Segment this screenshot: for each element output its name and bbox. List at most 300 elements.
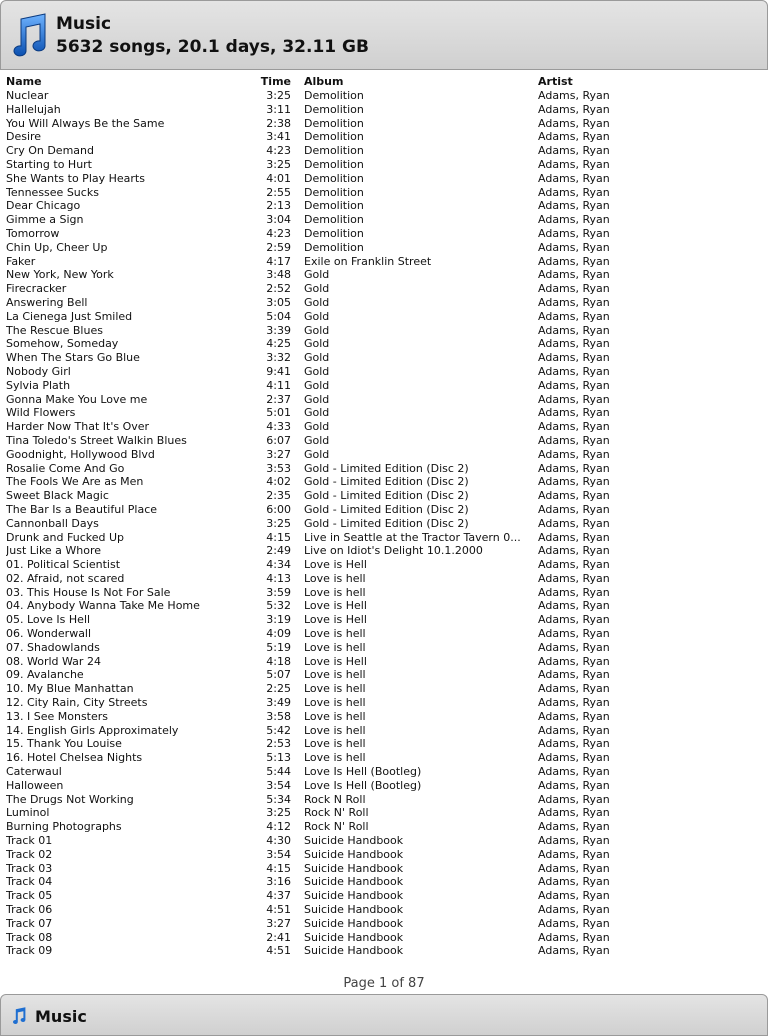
song-name: 02. Afraid, not scared bbox=[6, 571, 125, 585]
song-album: Demolition bbox=[304, 171, 364, 185]
song-artist: Adams, Ryan bbox=[538, 116, 610, 130]
table-row bbox=[0, 793, 768, 807]
song-album: Gold bbox=[304, 392, 330, 406]
song-artist: Adams, Ryan bbox=[538, 199, 610, 213]
song-name: Firecracker bbox=[6, 282, 67, 296]
song-time: 4:23 bbox=[266, 226, 291, 240]
table-row bbox=[0, 172, 768, 186]
song-name: The Drugs Not Working bbox=[6, 792, 134, 806]
song-artist: Adams, Ryan bbox=[538, 226, 610, 240]
song-artist: Adams, Ryan bbox=[538, 847, 610, 861]
song-time: 3:25 bbox=[266, 157, 291, 171]
song-time: 4:01 bbox=[266, 171, 291, 185]
song-album: Demolition bbox=[304, 89, 364, 102]
song-album: Gold bbox=[304, 351, 330, 365]
song-name: New York, New York bbox=[6, 268, 114, 282]
song-name: The Bar Is a Beautiful Place bbox=[6, 502, 158, 516]
song-artist: Adams, Ryan bbox=[538, 682, 610, 696]
table-row bbox=[0, 324, 768, 338]
song-name: Track 05 bbox=[6, 889, 53, 903]
table-row bbox=[0, 724, 768, 738]
song-artist: Adams, Ryan bbox=[538, 323, 610, 337]
song-name: 06. Wonderwall bbox=[6, 627, 92, 641]
page-number: Page 1 of 87 bbox=[343, 976, 425, 991]
song-album: Demolition bbox=[304, 116, 364, 130]
song-artist: Adams, Ryan bbox=[538, 668, 610, 682]
song-album: Gold - Limited Edition (Disc 2) bbox=[304, 516, 469, 530]
song-time: 6:00 bbox=[266, 502, 291, 516]
table-row bbox=[0, 199, 768, 213]
song-time: 9:41 bbox=[266, 364, 291, 378]
song-name: Track 02 bbox=[6, 847, 53, 861]
song-time: 4:51 bbox=[266, 944, 291, 958]
song-time: 3:05 bbox=[266, 295, 291, 309]
song-album: Gold bbox=[304, 295, 330, 309]
table-row bbox=[0, 613, 768, 627]
song-name: Somehow, Someday bbox=[6, 337, 119, 351]
song-artist: Adams, Ryan bbox=[538, 102, 610, 116]
song-name: Desire bbox=[6, 130, 42, 144]
library-title: Music bbox=[56, 14, 112, 34]
song-artist: Adams, Ryan bbox=[538, 820, 610, 834]
song-name: 13. I See Monsters bbox=[6, 709, 109, 723]
column-header-album: Album bbox=[304, 75, 344, 88]
table-row bbox=[0, 710, 768, 724]
song-time: 3:41 bbox=[266, 130, 291, 144]
library-summary: 5632 songs, 20.1 days, 32.11 GB bbox=[56, 37, 369, 57]
song-album: Suicide Handbook bbox=[304, 875, 404, 889]
song-time: 5:13 bbox=[266, 751, 291, 765]
song-time: 2:25 bbox=[266, 682, 291, 696]
song-album: Suicide Handbook bbox=[304, 944, 404, 958]
song-time: 4:34 bbox=[266, 558, 291, 572]
song-time: 3:59 bbox=[266, 585, 291, 599]
song-artist: Adams, Ryan bbox=[538, 240, 610, 254]
table-row bbox=[0, 599, 768, 613]
song-album: Exile on Franklin Street bbox=[304, 254, 432, 268]
table-row bbox=[0, 241, 768, 255]
table-row bbox=[0, 917, 768, 931]
song-artist: Adams, Ryan bbox=[538, 295, 610, 309]
song-name: Track 09 bbox=[6, 944, 53, 958]
song-album: Love is Hell bbox=[304, 558, 367, 572]
song-album: Rock N' Roll bbox=[304, 806, 369, 820]
song-time: 4:37 bbox=[266, 889, 291, 903]
table-row bbox=[0, 503, 768, 517]
song-artist: Adams, Ryan bbox=[538, 792, 610, 806]
song-album: Rock N' Roll bbox=[304, 820, 369, 834]
song-album: Love is Hell bbox=[304, 613, 367, 627]
song-name: The Fools We Are as Men bbox=[6, 475, 144, 489]
song-time: 4:15 bbox=[266, 530, 291, 544]
song-album: Love is hell bbox=[304, 682, 366, 696]
song-album: Demolition bbox=[304, 240, 364, 254]
table-row bbox=[0, 641, 768, 655]
column-header-time: Time bbox=[260, 75, 291, 88]
song-time: 2:41 bbox=[266, 930, 291, 944]
table-row bbox=[0, 89, 768, 103]
song-album: Gold bbox=[304, 378, 330, 392]
song-name: Tennessee Sucks bbox=[6, 185, 99, 199]
song-artist: Adams, Ryan bbox=[538, 723, 610, 737]
song-artist: Adams, Ryan bbox=[538, 516, 610, 530]
song-album: Love Is Hell (Bootleg) bbox=[304, 765, 422, 779]
song-name: When The Stars Go Blue bbox=[6, 351, 140, 365]
table-row bbox=[0, 186, 768, 200]
song-time: 2:59 bbox=[266, 240, 291, 254]
song-time: 5:19 bbox=[266, 640, 291, 654]
song-artist: Adams, Ryan bbox=[538, 392, 610, 406]
song-name: 08. World War 24 bbox=[6, 654, 101, 668]
song-album: Love is hell bbox=[304, 737, 366, 751]
table-row bbox=[0, 282, 768, 296]
song-name: Burning Photographs bbox=[6, 820, 122, 834]
song-time: 2:38 bbox=[266, 116, 291, 130]
song-artist: Adams, Ryan bbox=[538, 944, 610, 958]
song-name: 15. Thank You Louise bbox=[6, 737, 122, 751]
song-artist: Adams, Ryan bbox=[538, 709, 610, 723]
song-time: 4:11 bbox=[266, 378, 291, 392]
table-row bbox=[0, 489, 768, 503]
table-row bbox=[0, 517, 768, 531]
song-time: 3:25 bbox=[266, 89, 291, 102]
song-artist: Adams, Ryan bbox=[538, 489, 610, 503]
song-artist: Adams, Ryan bbox=[538, 420, 610, 434]
song-artist: Adams, Ryan bbox=[538, 433, 610, 447]
song-time: 4:17 bbox=[266, 254, 291, 268]
table-row bbox=[0, 737, 768, 751]
song-name: Track 04 bbox=[6, 875, 53, 889]
song-time: 4:02 bbox=[266, 475, 291, 489]
song-album: Love is hell bbox=[304, 751, 366, 765]
table-row bbox=[0, 931, 768, 945]
song-album: Rock N Roll bbox=[304, 792, 366, 806]
song-name: Faker bbox=[6, 254, 36, 268]
table-row bbox=[0, 779, 768, 793]
table-row bbox=[0, 144, 768, 158]
song-artist: Adams, Ryan bbox=[538, 834, 610, 848]
song-time: 2:53 bbox=[266, 737, 291, 751]
song-name: Tina Toledo's Street Walkin Blues bbox=[6, 433, 187, 447]
song-time: 3:32 bbox=[266, 351, 291, 365]
song-album: Love is hell bbox=[304, 696, 366, 710]
song-name: Harder Now That It's Over bbox=[6, 420, 150, 434]
table-row bbox=[0, 379, 768, 393]
song-time: 4:13 bbox=[266, 571, 291, 585]
song-name: 04. Anybody Wanna Take Me Home bbox=[6, 599, 200, 613]
table-row bbox=[0, 655, 768, 669]
table-row bbox=[0, 213, 768, 227]
song-album: Gold bbox=[304, 309, 330, 323]
song-artist: Adams, Ryan bbox=[538, 378, 610, 392]
song-artist: Adams, Ryan bbox=[538, 585, 610, 599]
song-time: 5:01 bbox=[266, 406, 291, 420]
song-album: Love is hell bbox=[304, 723, 366, 737]
table-row bbox=[0, 310, 768, 324]
song-time: 4:23 bbox=[266, 144, 291, 158]
song-time: 3:58 bbox=[266, 709, 291, 723]
song-album: Demolition bbox=[304, 226, 364, 240]
song-artist: Adams, Ryan bbox=[538, 875, 610, 889]
song-artist: Adams, Ryan bbox=[538, 916, 610, 930]
song-time: 3:53 bbox=[266, 461, 291, 475]
song-time: 2:52 bbox=[266, 282, 291, 296]
song-name: Chin Up, Cheer Up bbox=[6, 240, 108, 254]
table-row bbox=[0, 103, 768, 117]
song-artist: Adams, Ryan bbox=[538, 282, 610, 296]
song-artist: Adams, Ryan bbox=[538, 130, 610, 144]
song-artist: Adams, Ryan bbox=[538, 502, 610, 516]
table-row bbox=[0, 820, 768, 834]
song-time: 4:09 bbox=[266, 627, 291, 641]
song-name: Gimme a Sign bbox=[6, 213, 84, 227]
song-name: Nobody Girl bbox=[6, 364, 71, 378]
song-album: Suicide Handbook bbox=[304, 861, 404, 875]
next-page-header bbox=[0, 994, 768, 1036]
song-name: La Cienega Just Smiled bbox=[6, 309, 133, 323]
column-header-name: Name bbox=[6, 75, 42, 88]
song-name: Answering Bell bbox=[6, 295, 88, 309]
table-row bbox=[0, 875, 768, 889]
song-name: Sweet Black Magic bbox=[6, 489, 109, 503]
song-name: Goodnight, Hollywood Blvd bbox=[6, 447, 155, 461]
song-artist: Adams, Ryan bbox=[538, 737, 610, 751]
table-row bbox=[0, 627, 768, 641]
song-album: Gold bbox=[304, 406, 330, 420]
song-album: Gold bbox=[304, 268, 330, 282]
song-artist: Adams, Ryan bbox=[538, 213, 610, 227]
song-artist: Adams, Ryan bbox=[538, 351, 610, 365]
table-row bbox=[0, 462, 768, 476]
song-artist: Adams, Ryan bbox=[538, 337, 610, 351]
song-album: Gold - Limited Edition (Disc 2) bbox=[304, 475, 469, 489]
song-album: Suicide Handbook bbox=[304, 930, 404, 944]
song-time: 2:49 bbox=[266, 544, 291, 558]
song-artist: Adams, Ryan bbox=[538, 309, 610, 323]
song-album: Love is hell bbox=[304, 571, 366, 585]
song-name: 01. Political Scientist bbox=[6, 558, 121, 572]
table-row bbox=[0, 448, 768, 462]
song-album: Love is hell bbox=[304, 640, 366, 654]
table-header bbox=[0, 74, 768, 89]
song-artist: Adams, Ryan bbox=[538, 530, 610, 544]
music-note-icon bbox=[11, 1006, 27, 1026]
song-name: 10. My Blue Manhattan bbox=[6, 682, 134, 696]
song-time: 2:55 bbox=[266, 185, 291, 199]
song-time: 3:25 bbox=[266, 516, 291, 530]
song-artist: Adams, Ryan bbox=[538, 889, 610, 903]
song-name: Track 01 bbox=[6, 834, 53, 848]
table-row bbox=[0, 668, 768, 682]
song-time: 3:11 bbox=[266, 102, 291, 116]
song-album: Suicide Handbook bbox=[304, 847, 404, 861]
song-name: Hallelujah bbox=[6, 102, 61, 116]
song-album: Demolition bbox=[304, 185, 364, 199]
song-time: 3:54 bbox=[266, 778, 291, 792]
song-artist: Adams, Ryan bbox=[538, 806, 610, 820]
song-time: 4:33 bbox=[266, 420, 291, 434]
song-artist: Adams, Ryan bbox=[538, 778, 610, 792]
song-artist: Adams, Ryan bbox=[538, 930, 610, 944]
song-album: Love is hell bbox=[304, 668, 366, 682]
song-album: Love is hell bbox=[304, 627, 366, 641]
song-name: 12. City Rain, City Streets bbox=[6, 696, 148, 710]
song-name: Track 06 bbox=[6, 903, 53, 917]
song-name: Track 07 bbox=[6, 916, 53, 930]
table-row bbox=[0, 393, 768, 407]
table-row bbox=[0, 572, 768, 586]
song-time: 3:48 bbox=[266, 268, 291, 282]
song-artist: Adams, Ryan bbox=[538, 268, 610, 282]
song-time: 4:15 bbox=[266, 861, 291, 875]
table-row bbox=[0, 586, 768, 600]
table-row bbox=[0, 696, 768, 710]
song-artist: Adams, Ryan bbox=[538, 89, 610, 102]
song-name: 09. Avalanche bbox=[6, 668, 84, 682]
song-time: 2:13 bbox=[266, 199, 291, 213]
song-time: 2:35 bbox=[266, 489, 291, 503]
song-name: 07. Shadowlands bbox=[6, 640, 100, 654]
song-album: Gold bbox=[304, 420, 330, 434]
table-row bbox=[0, 806, 768, 820]
song-album: Demolition bbox=[304, 213, 364, 227]
table-row bbox=[0, 889, 768, 903]
song-artist: Adams, Ryan bbox=[538, 765, 610, 779]
song-name: 05. Love Is Hell bbox=[6, 613, 91, 627]
song-album: Demolition bbox=[304, 102, 364, 116]
song-artist: Adams, Ryan bbox=[538, 171, 610, 185]
song-time: 3:27 bbox=[266, 447, 291, 461]
table-row bbox=[0, 296, 768, 310]
song-name: Sylvia Plath bbox=[6, 378, 71, 392]
song-artist: Adams, Ryan bbox=[538, 613, 610, 627]
table-row bbox=[0, 765, 768, 779]
song-artist: Adams, Ryan bbox=[538, 406, 610, 420]
song-album: Suicide Handbook bbox=[304, 889, 404, 903]
song-album: Love is hell bbox=[304, 709, 366, 723]
song-artist: Adams, Ryan bbox=[538, 903, 610, 917]
table-row bbox=[0, 117, 768, 131]
song-name: Halloween bbox=[6, 778, 64, 792]
table-row bbox=[0, 944, 768, 958]
table-row bbox=[0, 848, 768, 862]
table-row bbox=[0, 751, 768, 765]
table-row bbox=[0, 255, 768, 269]
song-artist: Adams, Ryan bbox=[538, 571, 610, 585]
column-header-artist: Artist bbox=[538, 75, 573, 88]
song-album: Live on Idiot's Delight 10.1.2000 bbox=[304, 544, 483, 558]
song-time: 4:25 bbox=[266, 337, 291, 351]
song-album: Suicide Handbook bbox=[304, 916, 404, 930]
music-note-icon bbox=[9, 13, 49, 59]
table-row bbox=[0, 130, 768, 144]
song-name: 03. This House Is Not For Sale bbox=[6, 585, 171, 599]
table-row bbox=[0, 834, 768, 848]
table-row bbox=[0, 365, 768, 379]
song-album: Demolition bbox=[304, 199, 364, 213]
song-artist: Adams, Ryan bbox=[538, 185, 610, 199]
song-time: 3:25 bbox=[266, 806, 291, 820]
song-name: Track 03 bbox=[6, 861, 53, 875]
table-row bbox=[0, 558, 768, 572]
song-album: Love is Hell bbox=[304, 654, 367, 668]
song-time: 5:44 bbox=[266, 765, 291, 779]
song-name: The Rescue Blues bbox=[6, 323, 103, 337]
song-name: Wild Flowers bbox=[6, 406, 76, 420]
table-row bbox=[0, 158, 768, 172]
song-time: 2:37 bbox=[266, 392, 291, 406]
song-album: Love is hell bbox=[304, 585, 366, 599]
song-time: 4:18 bbox=[266, 654, 291, 668]
song-name: Just Like a Whore bbox=[6, 544, 102, 558]
table-row bbox=[0, 227, 768, 241]
song-artist: Adams, Ryan bbox=[538, 696, 610, 710]
song-album: Gold bbox=[304, 447, 330, 461]
song-album: Suicide Handbook bbox=[304, 834, 404, 848]
song-artist: Adams, Ryan bbox=[538, 751, 610, 765]
table-row bbox=[0, 434, 768, 448]
song-artist: Adams, Ryan bbox=[538, 144, 610, 158]
song-album: Gold bbox=[304, 364, 330, 378]
song-time: 4:12 bbox=[266, 820, 291, 834]
song-time: 5:42 bbox=[266, 723, 291, 737]
song-name: Track 08 bbox=[6, 930, 53, 944]
song-album: Love is Hell bbox=[304, 599, 367, 613]
song-album: Suicide Handbook bbox=[304, 903, 404, 917]
song-time: 3:04 bbox=[266, 213, 291, 227]
song-artist: Adams, Ryan bbox=[538, 558, 610, 572]
song-time: 3:54 bbox=[266, 847, 291, 861]
song-time: 4:30 bbox=[266, 834, 291, 848]
song-album: Gold bbox=[304, 323, 330, 337]
song-name: Gonna Make You Love me bbox=[6, 392, 148, 406]
table-row bbox=[0, 420, 768, 434]
table-row bbox=[0, 903, 768, 917]
song-time: 3:49 bbox=[266, 696, 291, 710]
song-album: Gold bbox=[304, 337, 330, 351]
song-album: Gold - Limited Edition (Disc 2) bbox=[304, 461, 469, 475]
song-name: Caterwaul bbox=[6, 765, 62, 779]
table-row bbox=[0, 268, 768, 282]
song-name: Dear Chicago bbox=[6, 199, 81, 213]
song-album: Gold - Limited Edition (Disc 2) bbox=[304, 489, 469, 503]
song-name: Cry On Demand bbox=[6, 144, 94, 158]
song-artist: Adams, Ryan bbox=[538, 599, 610, 613]
song-name: Cannonball Days bbox=[6, 516, 99, 530]
song-artist: Adams, Ryan bbox=[538, 447, 610, 461]
song-artist: Adams, Ryan bbox=[538, 861, 610, 875]
table-row bbox=[0, 337, 768, 351]
song-time: 5:04 bbox=[266, 309, 291, 323]
song-name: Nuclear bbox=[6, 89, 49, 102]
song-album: Demolition bbox=[304, 130, 364, 144]
song-name: 16. Hotel Chelsea Nights bbox=[6, 751, 143, 765]
song-name: Tomorrow bbox=[6, 226, 60, 240]
song-time: 5:07 bbox=[266, 668, 291, 682]
song-artist: Adams, Ryan bbox=[538, 640, 610, 654]
song-name: Drunk and Fucked Up bbox=[6, 530, 124, 544]
song-album: Demolition bbox=[304, 144, 364, 158]
song-time: 3:27 bbox=[266, 916, 291, 930]
song-time: 3:19 bbox=[266, 613, 291, 627]
song-artist: Adams, Ryan bbox=[538, 544, 610, 558]
song-artist: Adams, Ryan bbox=[538, 475, 610, 489]
song-name: Luminol bbox=[6, 806, 50, 820]
table-row bbox=[0, 544, 768, 558]
song-album: Gold bbox=[304, 433, 330, 447]
song-artist: Adams, Ryan bbox=[538, 654, 610, 668]
song-album: Demolition bbox=[304, 157, 364, 171]
